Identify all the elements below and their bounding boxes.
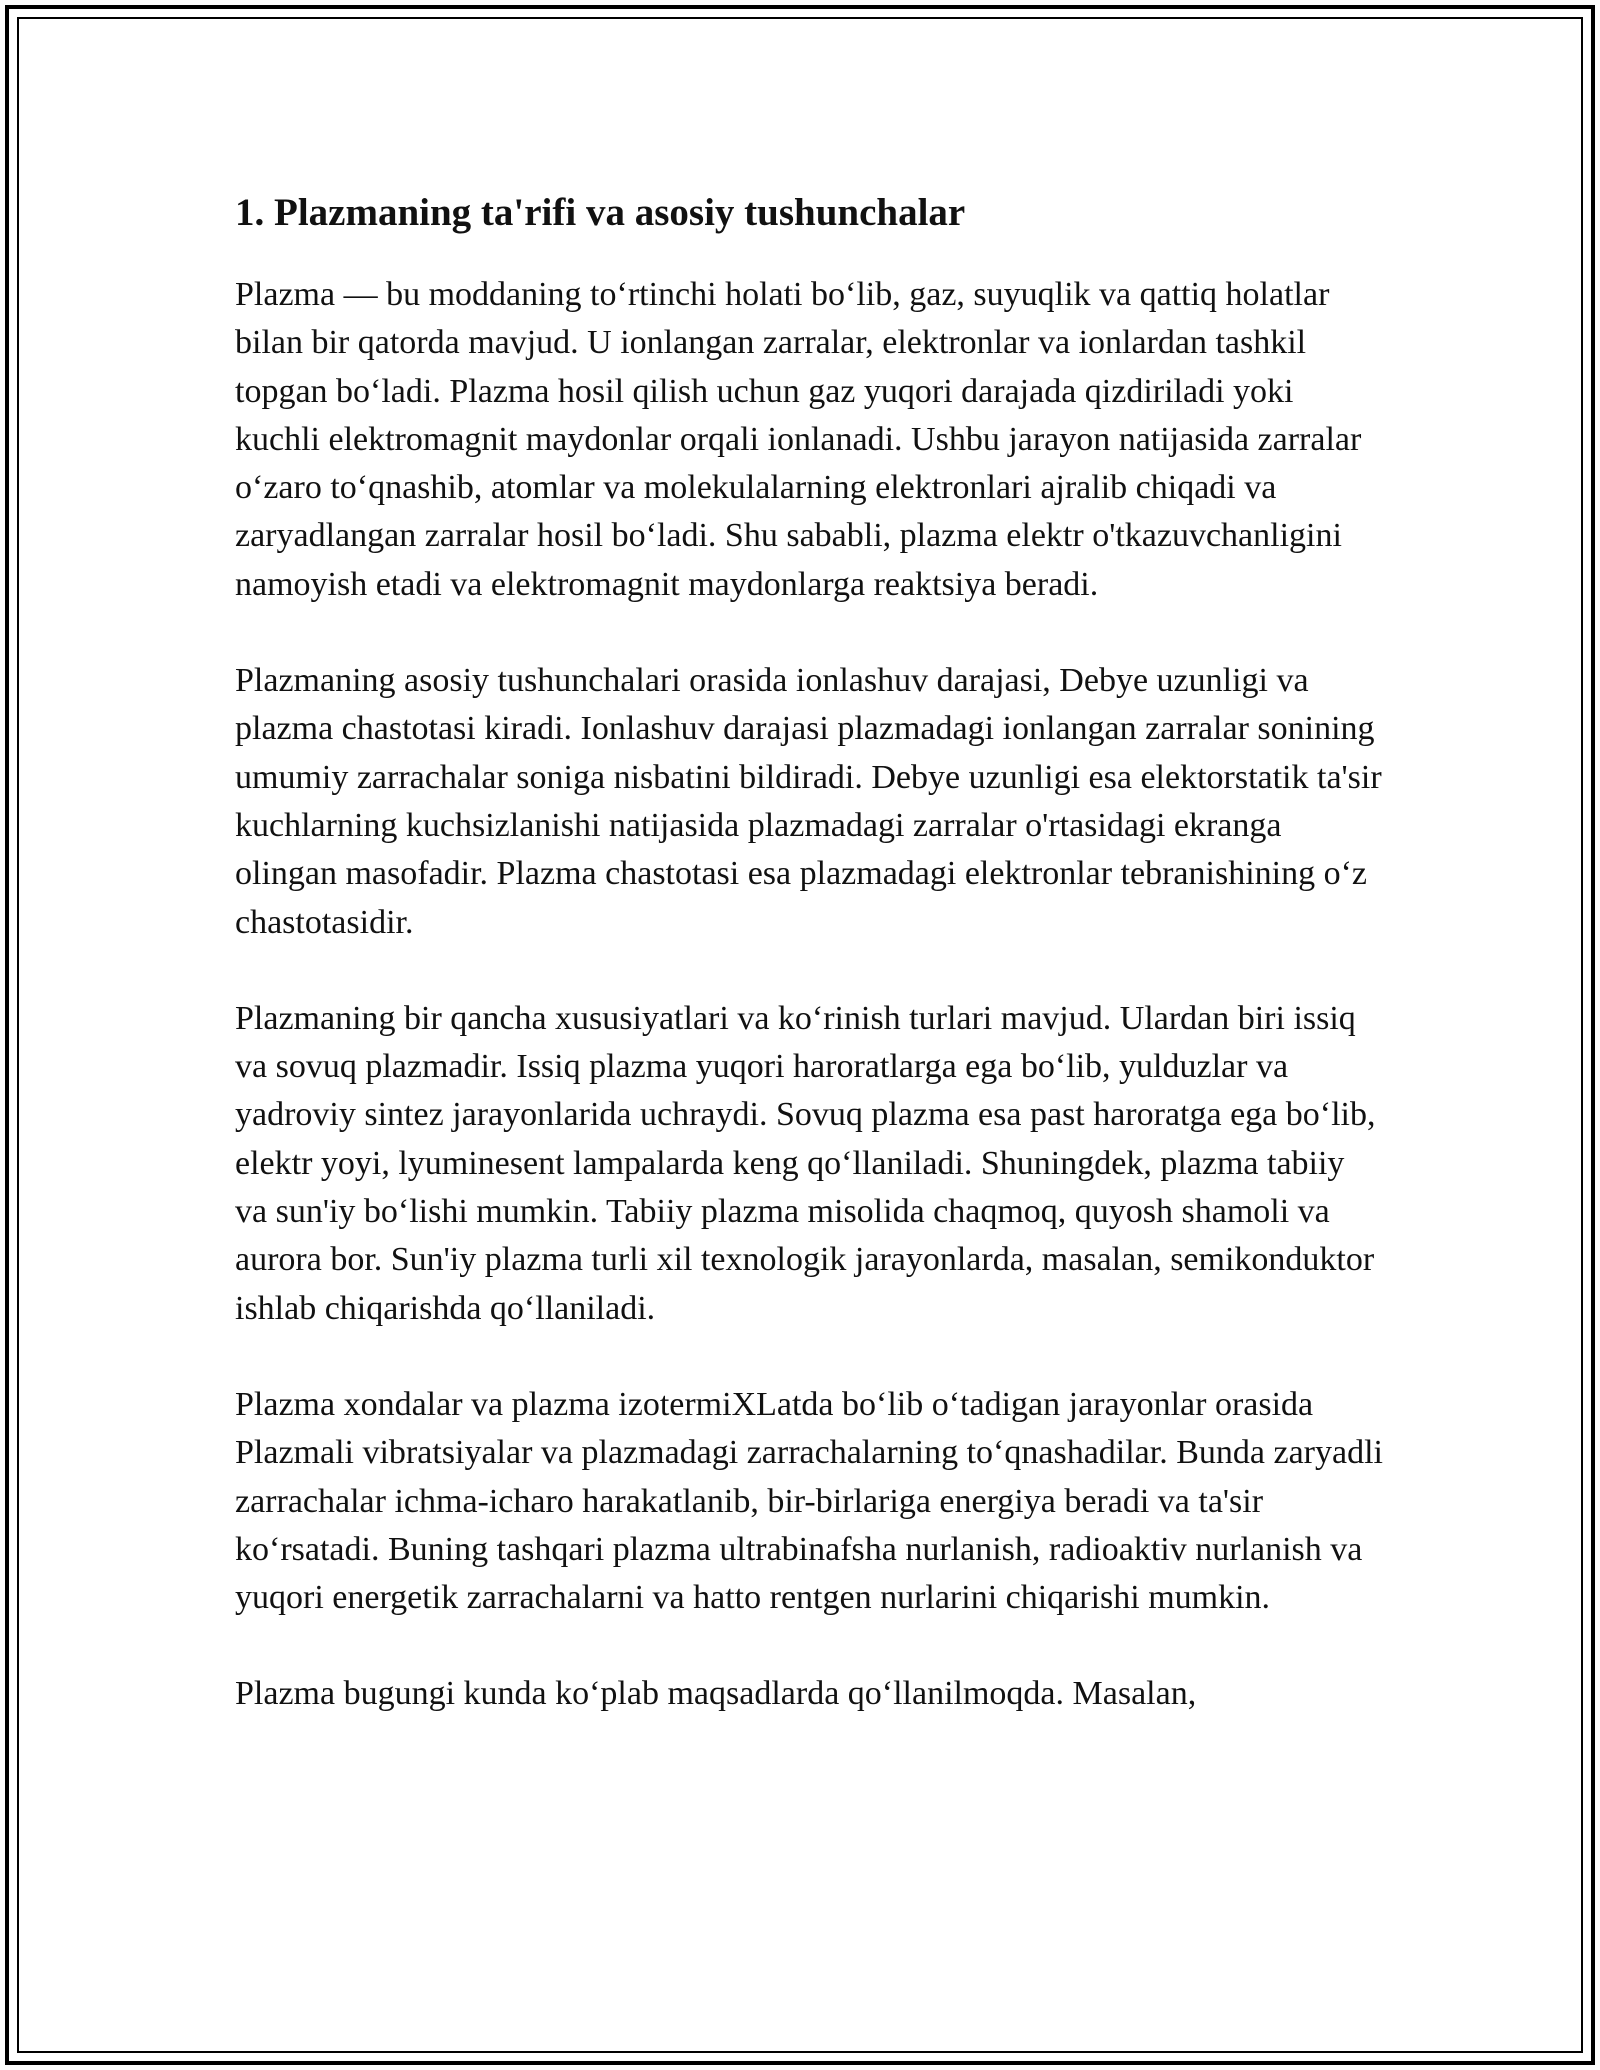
paragraph-plasma-types: Plazmaning bir qancha xususiyatlari va ko‘rinish turlari mavjud. Ulardan biri issiq va sovuq plazmadir. Issiq plazma yuqori haroratlarga ega bo‘lib, yulduzlar va yadroviy sintez jarayonlarida uchraydi. Sovuq plazma esa past haroratga ega bo‘lib, elektr yoyi, lyuminesent lampalarda keng qo‘llaniladi. Shuningdek, plazma tabiiy va sun'iy bo‘lishi mumkin. Tabiiy plazma misolida chaqmoq, quyosh shamoli va aurora bor. Sun'iy plazma turli xil texnologik jarayonlarda, masalan, semikonduktor ishlab chiqarishda qo‘llaniladi. [235, 999, 1376, 1327]
paragraph-plasma-processes: Plazma xondalar va plazma izotermiXLatda bo‘lib o‘tadigan jarayonlar orasida Plazmali vibratsiyalar va plazmadagi zarrachalarning to‘qnashadilar. Bunda zaryadli zarrachalar ichma-icharo harakatlanib, bir-birlariga energiya beradi va ta'sir ko‘rsatadi. Buning tashqari plazma ultrabinafsha nurlanish, radioaktiv nurlanish va yuqori energetik zarrachalarni va hatto rentgen nurlarini chiqarishi mumkin. [235, 1385, 1383, 1617]
document-body [235, 185, 1385, 1767]
paragraph-plasma-applications: Plazma bugungi kunda ko‘plab maqsadlarda qo‘llanilmoqda. Masalan, [235, 1675, 1197, 1713]
section-heading: 1. Plazmaning ta'rifi va asosiy tushunchalar [235, 191, 966, 234]
paragraph-basic-concepts: Plazmaning asosiy tushunchalari orasida ionlashuv darajasi, Debye uzunligi va plazma chastotasi kiradi. Ionlashuv darajasi plazmadagi ionlangan zarralar sonining umumiy zarrachalar soniga nisbatini bildiradi. Debye uzunligi esa elektorstatik ta'sir kuchlarning kuchsizlanishi natijasida plazmadagi zarralar o'rtasidagi ekranga olingan masofadir. Plazma chastotasi esa plazmadagi elektronlar tebranishining o‘z chastotasidir. [235, 662, 1382, 941]
paragraph-plasma-definition: Plazma — bu moddaning to‘rtinchi holati bo‘lib, gaz, suyuqlik va qattiq holatlar bilan bir qatorda mavjud. U ionlangan zarralar, elektronlar va ionlardan tashkil topgan bo‘ladi. Plazma hosil qilish uchun gaz yuqori darajada qizdiriladi yoki kuchli elektromagnit maydonlar orqali ionlanadi. Ushbu jarayon natijasida zarralar o‘zaro to‘qnashib, atomlar va molekulalarning elektronlari ajralib chiqadi va zaryadlangan zarralar hosil bo‘ladi. Shu sababli, plazma elektr o'tkazuvchanligini namoyish etadi va elektromagnit maydonlarga reaktsiya beradi. [235, 276, 1362, 603]
